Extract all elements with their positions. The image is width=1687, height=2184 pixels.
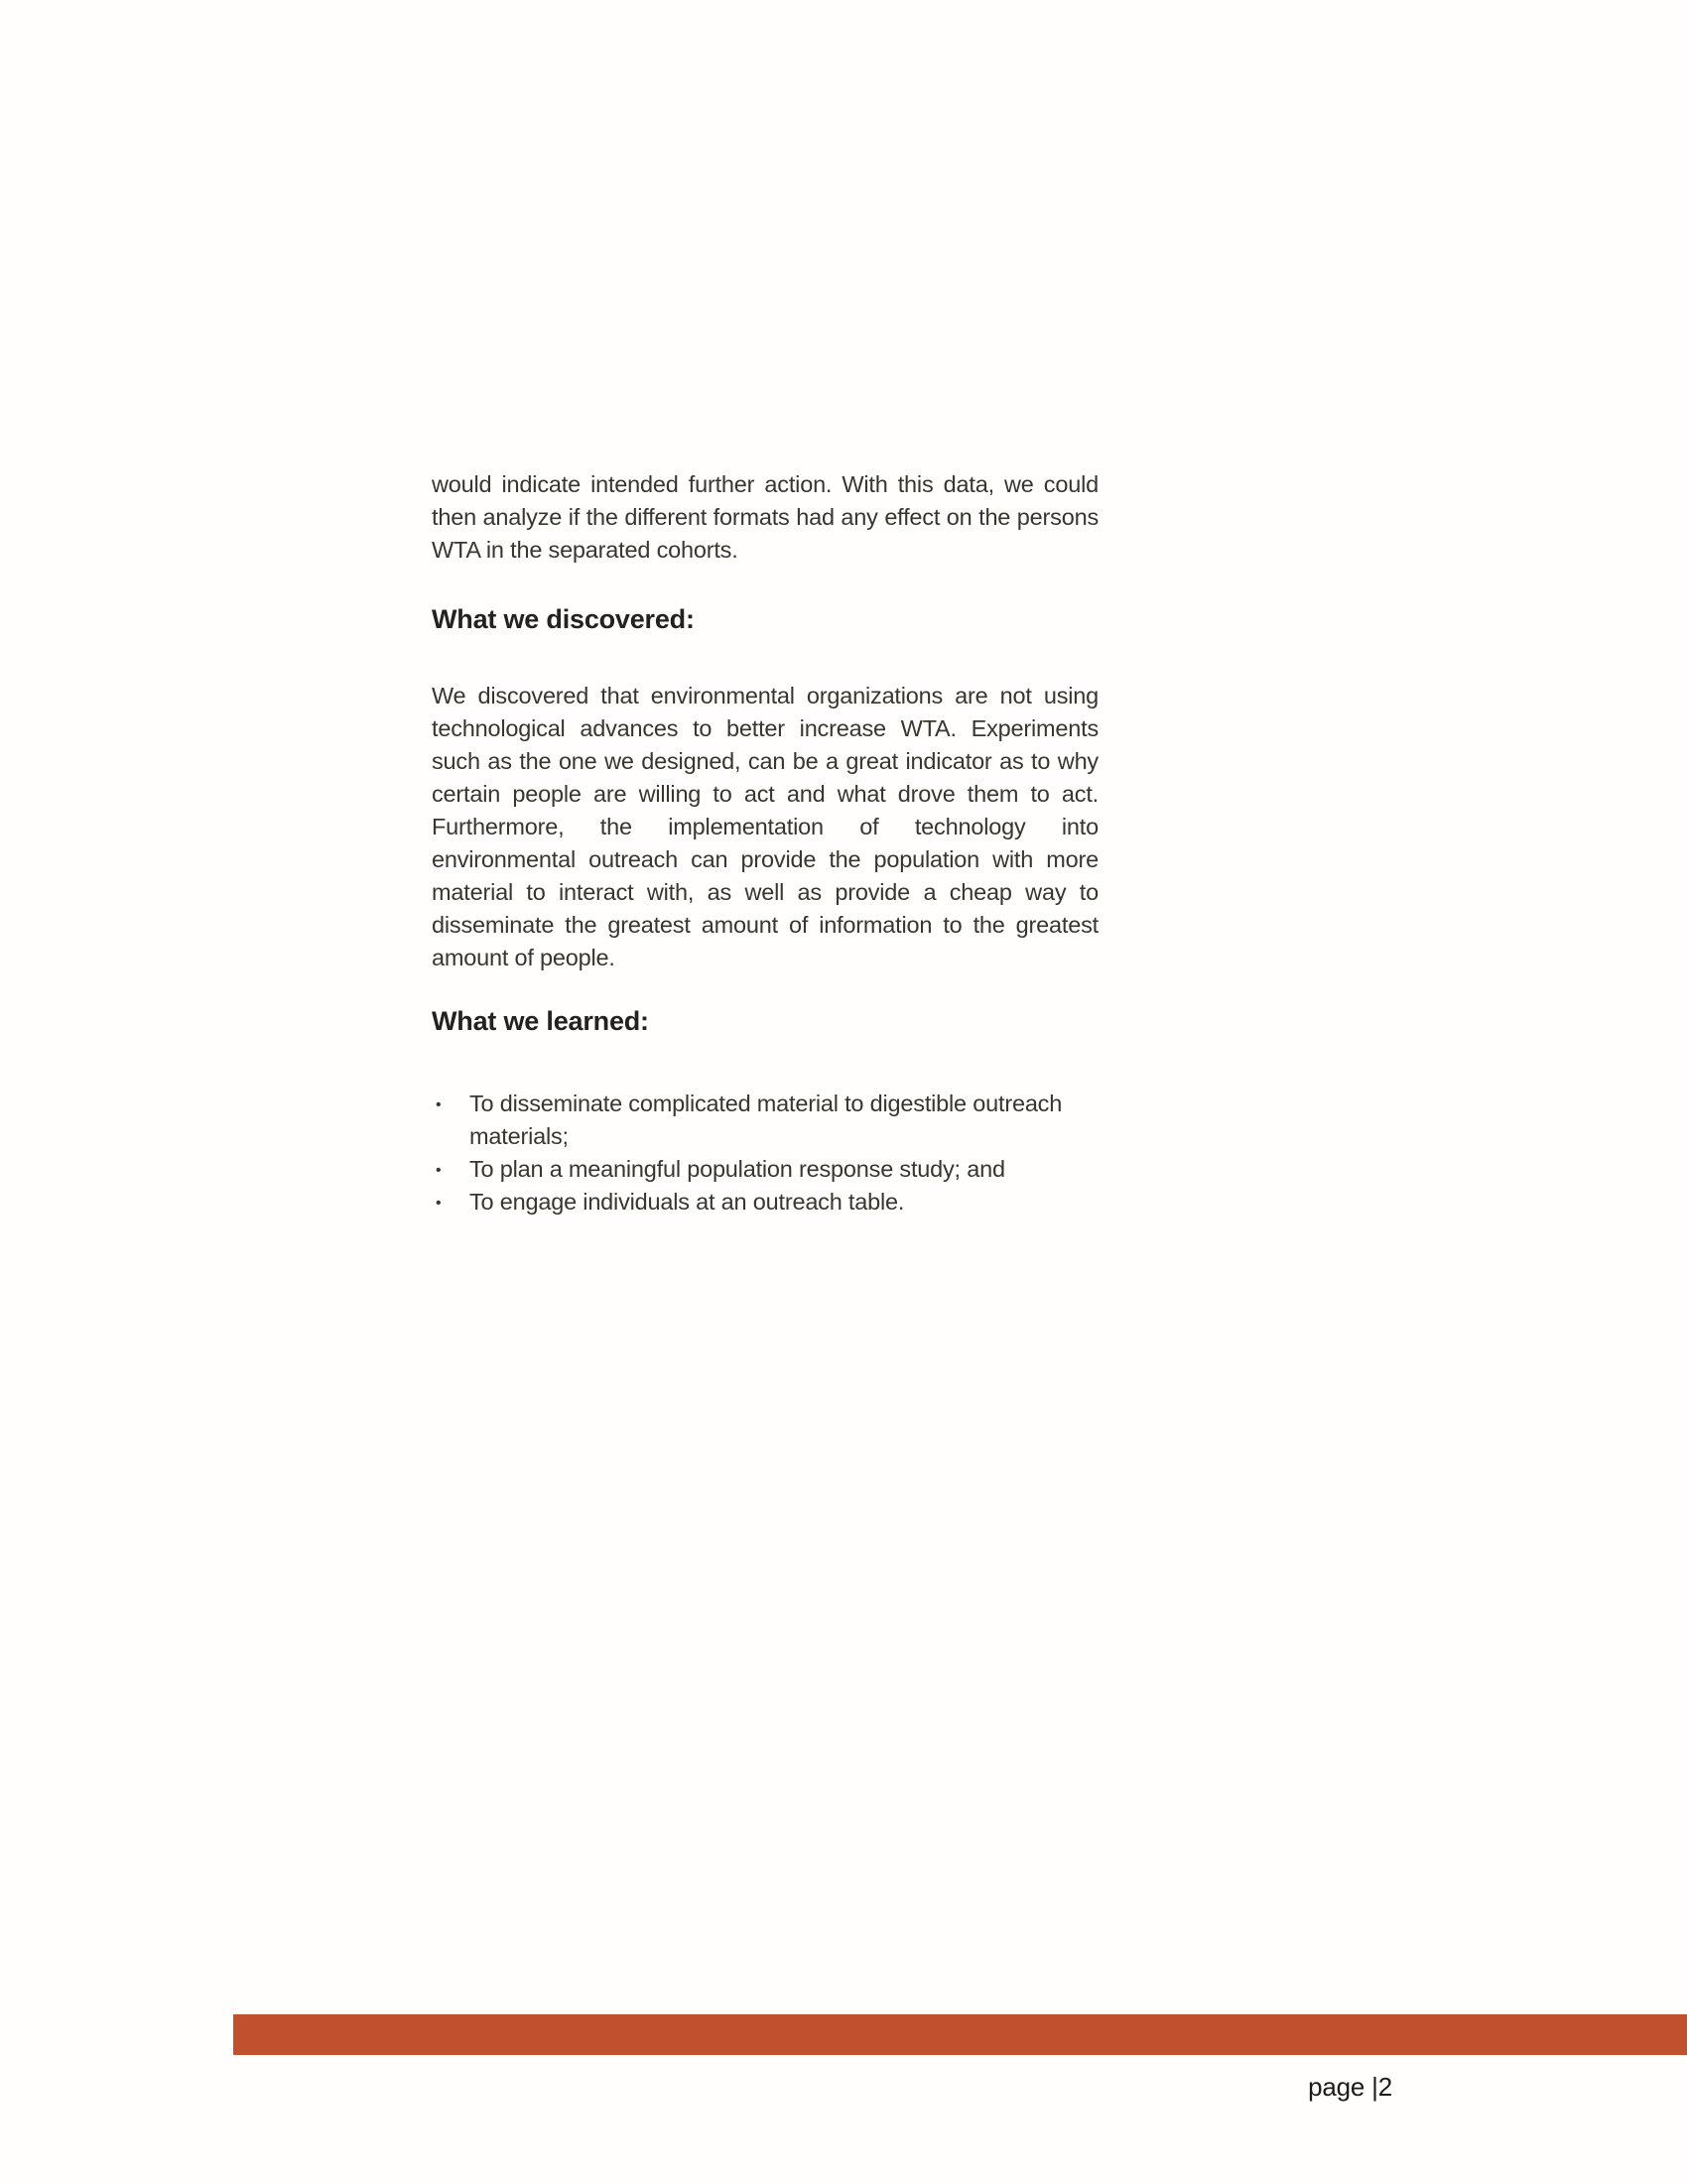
list-item — [432, 1186, 1099, 1219]
learned-bullet-list — [432, 1088, 1099, 1219]
bullet-icon: • — [436, 1162, 442, 1179]
bullet-icon: • — [436, 1195, 442, 1212]
heading-what-we-discovered: What we discovered: — [432, 604, 695, 634]
list-item — [432, 1088, 1099, 1153]
paragraph-intro: would indicate intended further action. With this data, we could then analyze if the different formats had any effect on the persons WTA in the separated cohorts. — [432, 471, 1099, 563]
list-item — [432, 1153, 1099, 1186]
list-item-text: To disseminate complicated material to digestible outreach materials; — [469, 1091, 1063, 1149]
bullet-icon: • — [436, 1096, 442, 1113]
paragraph-discovered: We discovered that environmental organizations are not using technological advances to better increase WTA. Experiments such as the one we designed, can be a great indicator as to why certain people are willing to act and what drove them to act. Furthermore, the implementation of technology into environmental outreach can provide the population with more material to interact with, as well as provide a cheap way to disseminate the greatest amount of information to the greatest amount of people. — [432, 683, 1099, 970]
content-column — [432, 468, 1099, 1219]
list-item-text: To plan a meaningful population response study; and — [469, 1156, 1005, 1182]
footer-accent-bar — [233, 2014, 1687, 2055]
page-number: page |2 — [1308, 2072, 1392, 2102]
heading-what-we-learned: What we learned: — [432, 1006, 649, 1036]
list-item-text: To engage individuals at an outreach table. — [469, 1189, 905, 1215]
